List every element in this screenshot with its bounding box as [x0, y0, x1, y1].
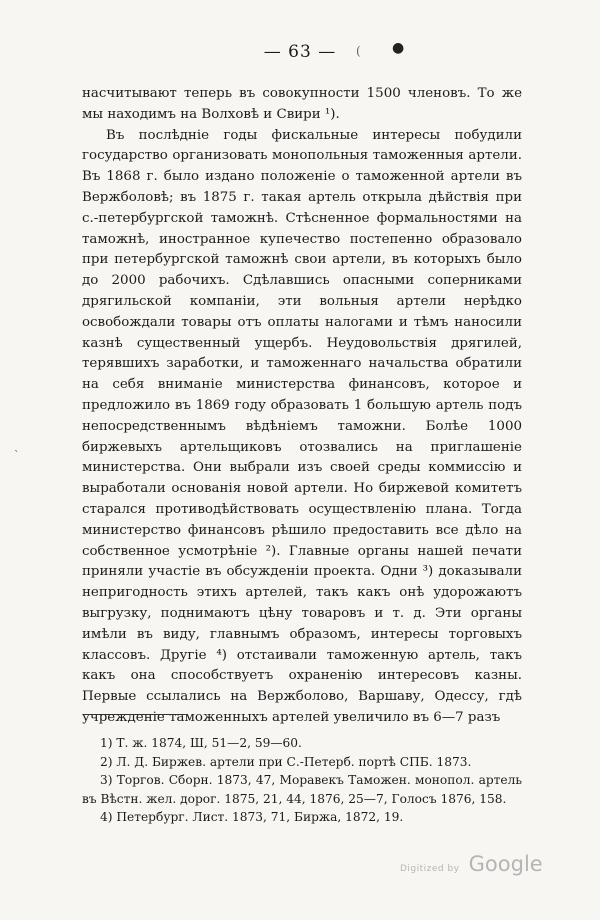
google-logo: Google	[468, 852, 543, 876]
scan-mark: ˋ	[14, 449, 20, 462]
footnote: 1) Т. ж. 1874, Ш, 51—2, 59—60.	[100, 736, 302, 750]
body-text	[82, 84, 522, 729]
page-number: — 63 —	[263, 42, 337, 62]
paragraph: насчитывают теперь въ совокупности 1500 членовъ. То же мы находимъ на Волховѣ и Свири ¹).	[82, 86, 522, 122]
footnote-divider	[85, 714, 185, 715]
scan-speck: ●	[392, 40, 405, 56]
paragraph: Въ послѣдніе годы фискальные интересы побудили государство организовать монопольныя таможенныя артели. Въ 1868 г. было издано положеніе о таможенной артели въ Вержболовѣ; въ 1875 г. такая артель открыла дѣйствія при с.-петербургской таможнѣ. Стѣсненное формальностями на таможнѣ, иностранное купечество постепенно образовало при петербургской таможнѣ свои артели, въ которыхъ было до 2000 рабочихъ. Сдѣлавшись опасными соперниками дрягильской компаніи, эти вольныя артели нерѣдко освобождали товары отъ оплаты налогами и тѣмъ наносили казнѣ существенный ущербъ. Неудовольствія дрягилей, терявшихъ заработки, и таможеннаго начальства обратили на себя вниманіе министерства финансовъ, которое и предложило въ 1869 году образовать 1 большую артель подъ непосредственнымъ вѣдѣніемъ таможни. Болѣе 1000 биржевыхъ артельщиковъ отозвались на приглашеніе министерства. Они выбрали изъ своей среды коммиссію и выработали основанія новой артели. Но биржевой комитетъ старался противодѣйствовать осуществленію плана. Тогда министерство финансовъ рѣшило предоставить все дѣло на собственное усмотрѣніе ²). Главные органы нашей печати приняли участіе въ обсужденіи проекта. Одни ³) доказывали непригодность этихъ артелей, такъ какъ онѣ удорожаютъ выгрузку, поднимаютъ цѣну товаровъ и т. д. Эти органы имѣли въ виду, главнымъ образомъ, интересы торговыхъ классовъ. Другіе ⁴) отстаивали таможенную артель, такъ какъ она способствуетъ охраненію интересовъ казны. Первые ссылались на Вержболово, Варшаву, Одессу, гдѣ учрежденіе таможенныхъ артелей увеличило въ 6—7 разъ	[82, 127, 522, 725]
footnote: 3) Торгов. Сборн. 1873, 47, Моравекъ Таможен. монопол. артель въ Вѣстн. жел. дорог. 1875, 21, 44, 1876, 25—7, Голосъ 1876, 158.	[82, 773, 522, 806]
digitized-watermark	[400, 852, 543, 876]
scan-speck: (	[356, 44, 361, 58]
footnote: 2) Л. Д. Биржев. артели при С.-Петерб. портѣ СПБ. 1873.	[100, 754, 472, 769]
footnote: 4) Петербург. Лист. 1873, 71, Биржа, 1872, 19.	[100, 810, 404, 825]
footnotes	[82, 734, 522, 827]
watermark-prefix: Digitized by	[400, 864, 460, 874]
